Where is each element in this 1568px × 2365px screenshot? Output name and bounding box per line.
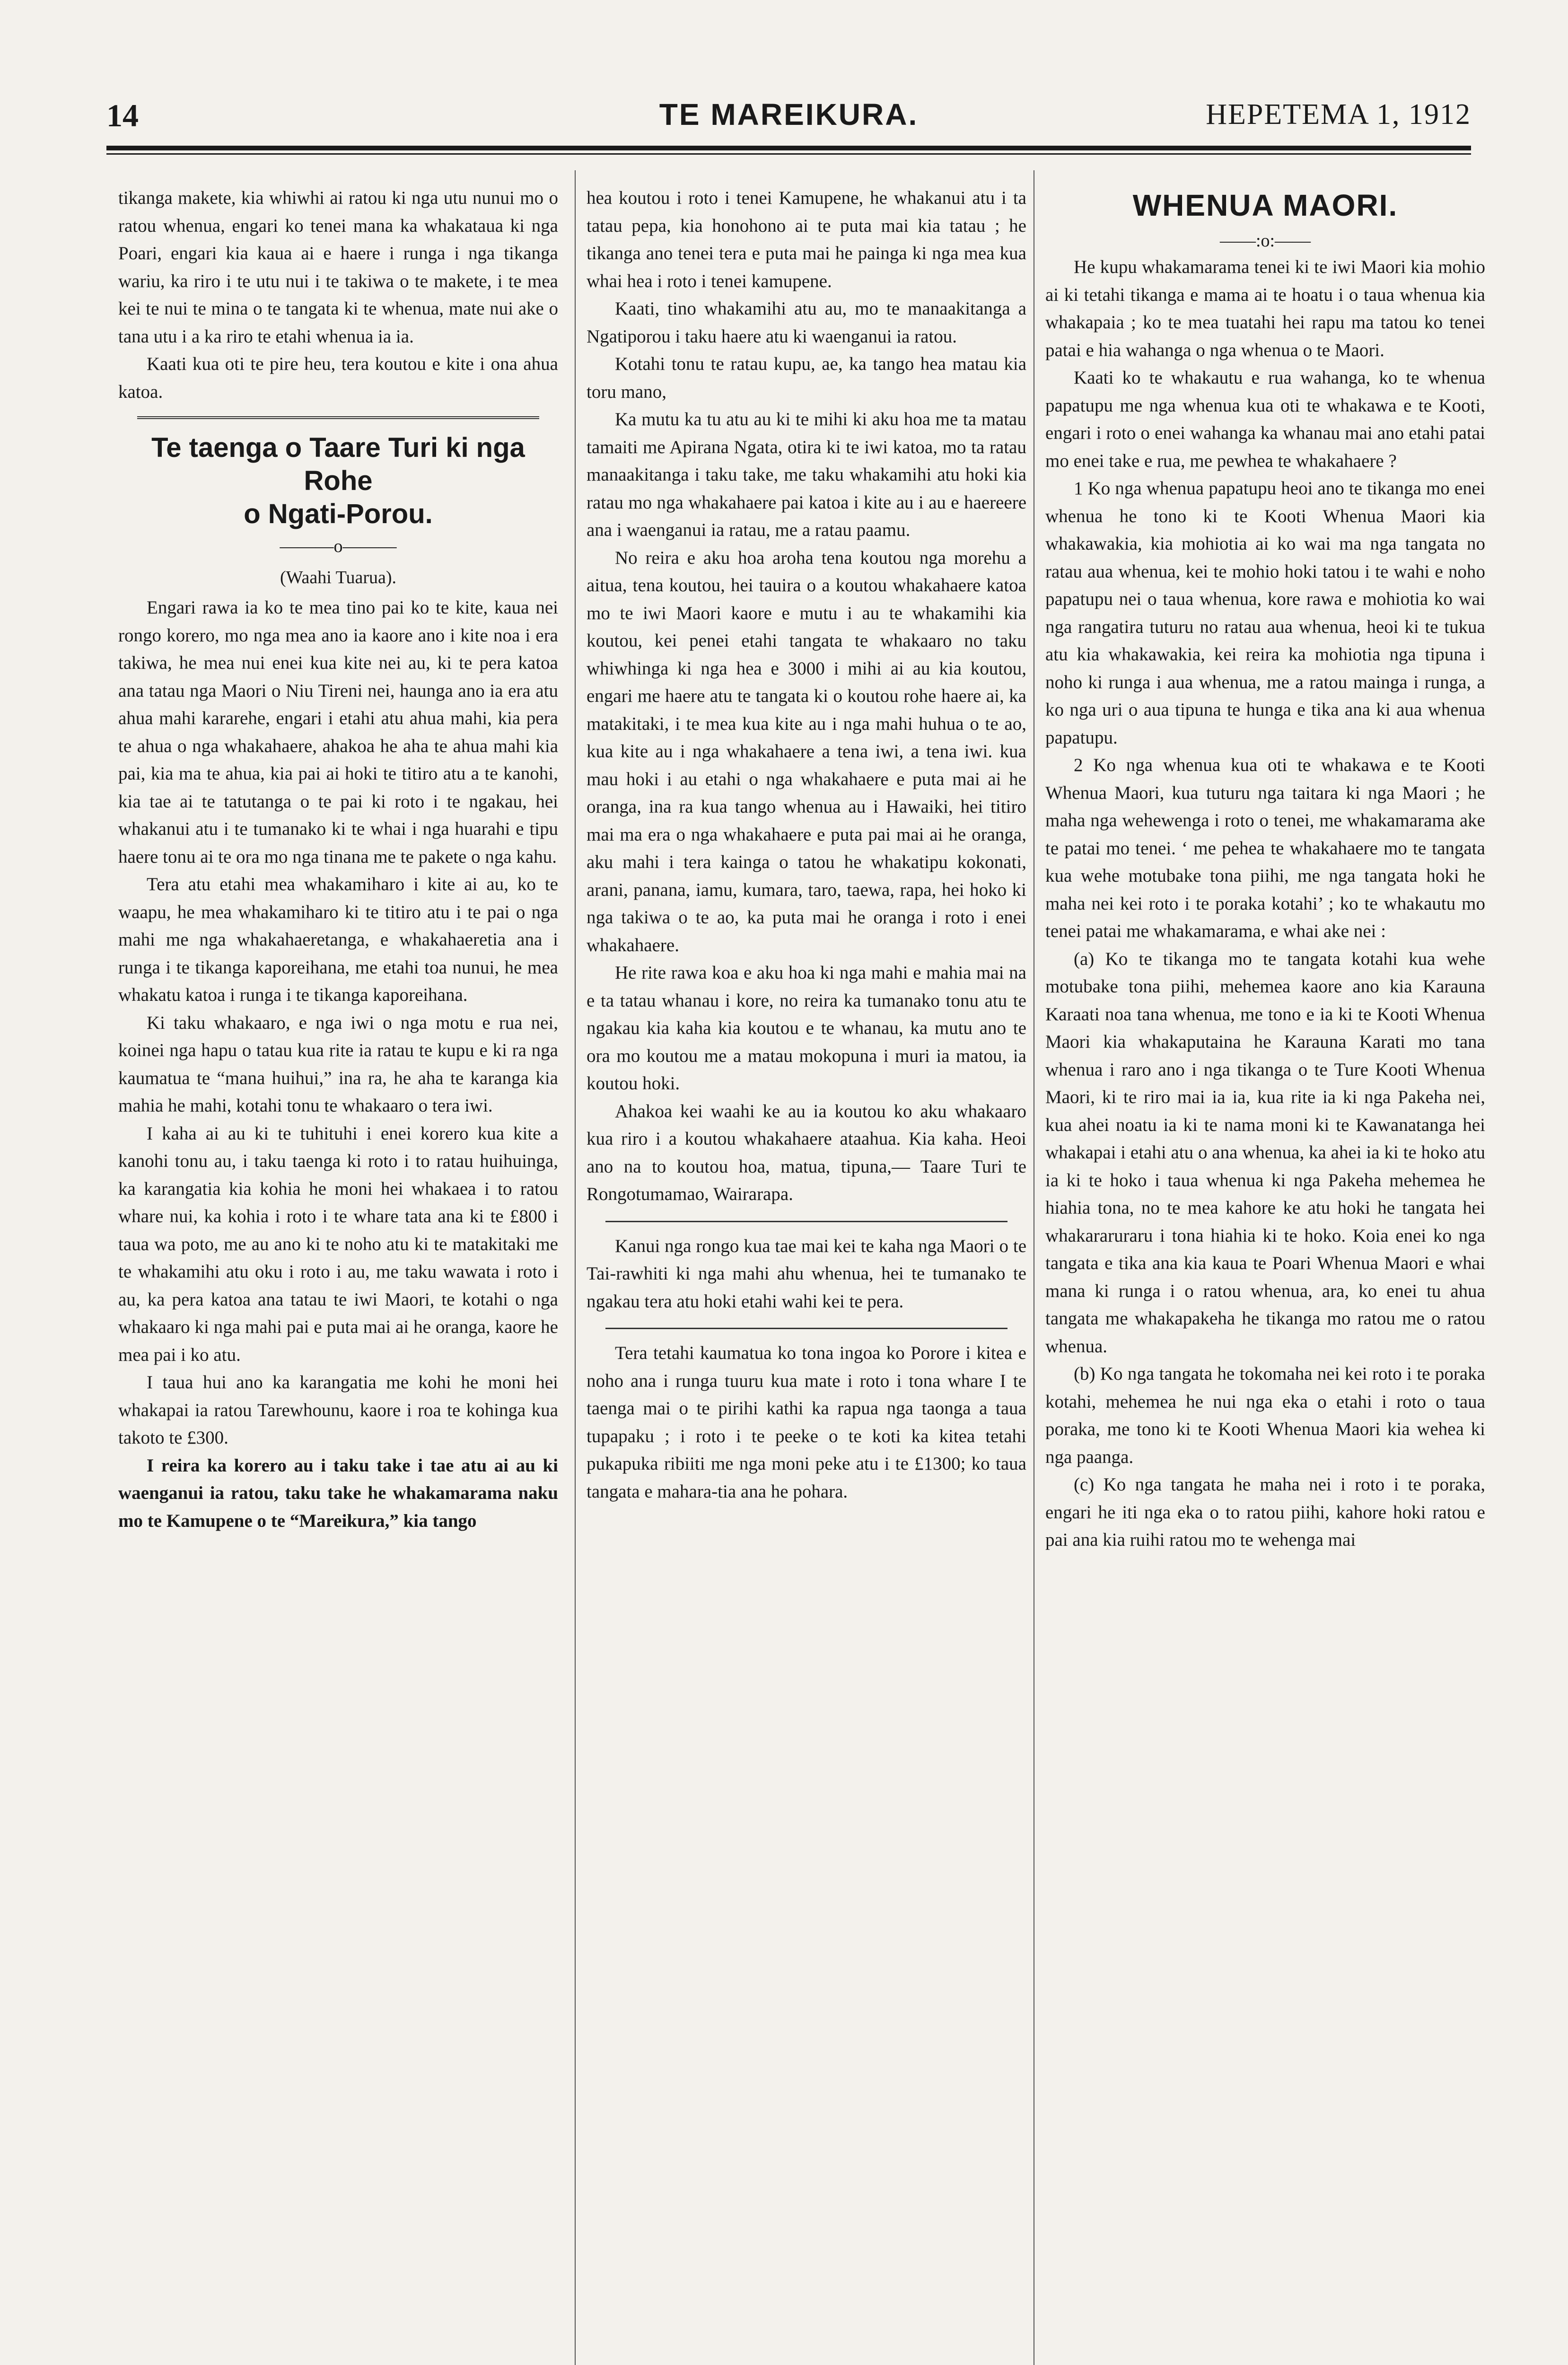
issue-date: HEPETEMA 1, 1912 xyxy=(1206,98,1471,131)
paragraph: Ki taku whakaaro, e nga iwi o nga motu e rua nei, koinei nga hapu o tatau kua rite ia ratau te kupu e ki ra nga kaumatua te “mana huihui,” ina ra, he aha te karanga kia mahia he mahi, kotahi tonu te whakaaro o tera iwi. xyxy=(118,1012,558,1116)
paragraph: Engari rawa ia ko te mea tino pai ko te kite, kaua nei rongo korero, mo nga mea ano ia kaore ano i kite noa i era takiwa, he mea nui enei kua kite nei au, ki te pera katoa ana tatau nga Maori o Niu Tireni nei, haunga ano ia era atu ahua mahi kararehe, engari i etahi atu ahua mahi, kia pera te ahua o nga whakahaere, ahakoa he aha te ahua mahi kia pai, kia ma te ahua, kia pai ai hoki te titiro atu a te kanohi, kia tae ai te tatutanga o te pai ki roto i te ngakau, hei whakanui atu i te tumanako ki te whai i nga huarahi e tipu haere tonu ai te ora mo nga tinana me te pakete o nga kahu. xyxy=(118,597,558,867)
paragraph: Kaati ko te whakautu e rua wahanga, ko te whenua papatupu me nga whenua kua oti te whakawa e te Kooti, engari i roto o enei wahanga ka whanau mai ano etahi patai mo enei take e rua, me pewhea te whakahaere ? xyxy=(1045,368,1485,471)
header-rule xyxy=(106,146,1471,150)
header-rule-thin xyxy=(106,153,1471,155)
article-title-line: o Ngati-Porou. xyxy=(244,499,433,529)
column-3 xyxy=(1045,184,1485,1554)
masthead-title: TE MAREIKURA. xyxy=(659,97,919,131)
paragraph: Tera tetahi kaumatua ko tona ingoa ko Porore i kitea e noho ana i runga tuuru kua mate i roto i tona whare I te taenga mai o te pirihi kathi ka rapua nga taonga a taua tupapaku ; i roto i te peeke o te koti ka kitea tetahi pukapuka ribiiti me nga moni peke atu i te £1300; ko taua tangata e mahara-tia ana he pohara. xyxy=(587,1343,1026,1502)
article-byline: (Waahi Tuarua). xyxy=(280,568,396,587)
paragraph: I reira ka korero au i taku take i tae atu ai au ki waenganui ia ratou, taku take he whakamarama naku mo te Kamupene o te “Mareikura,” kia tango xyxy=(118,1455,558,1531)
paragraph: He rite rawa koa e aku hoa ki nga mahi e mahia mai na e ta tatau whanau i kore, no reira ka tumanako tonu atu te ngakau kia kaha kia koutou e te whanau, ka mutu ano te ora mo koutou me a matau mokopuna i muri ia matou, ia koutou hoki. xyxy=(587,963,1026,1094)
column-divider xyxy=(575,170,576,2365)
paragraph: hea koutou i roto i tenei Kamupene, he whakanui atu i ta tatau pepa, kia honohono ai te puta mai kia tatau ; he tikanga ano tenei tera e puta mai he painga ki nga mea kua whai hea i roto i tenei kamupene. xyxy=(587,188,1026,291)
page-number: 14 xyxy=(106,97,139,133)
section-divider xyxy=(605,1221,1007,1222)
paragraph: Kaati, tino whakamihi atu au, mo te manaakitanga a Ngatiporou i taku haere atu ki waenganui ia ratou. xyxy=(587,298,1026,347)
paragraph: Kanui nga rongo kua tae mai kei te kaha nga Maori o te Tai-rawhiti ki nga mahi ahu whenua, hei te tumanako te ngakau tera atu hoki etahi wahi kei te pera. xyxy=(587,1235,1026,1312)
paragraph: tikanga makete, kia whiwhi ai ratou ki nga utu nunui mo o ratou whenua, engari ko tenei mana ka whakataua ki nga Poari, engari kia kaua ai e haere i runga i nga tikanga wariu, ka riro i te utu nui i te takiwa o te makete, i te mea kei te nui te mina o te tangata ki te whenua, mate nui ake o tana utu i a ka riro te etahi whenua ia ia. xyxy=(118,188,558,347)
article-title xyxy=(118,431,558,531)
paragraph: Kotahi tonu te ratau kupu, ae, ka tango hea matau kia toru mano, xyxy=(587,354,1026,402)
section-divider xyxy=(605,1328,1007,1329)
column-1 xyxy=(118,184,558,1535)
paragraph: (c) Ko nga tangata he maha nei i roto i te poraka, engari he iti nga eka o to ratou piihi, kahore hoki ratou e pai ana kia ruihi ratou mo te wehenga mai xyxy=(1045,1474,1485,1550)
paragraph: 2 Ko nga whenua kua oti te whakawa e te Kooti Whenua Maori, kua tuturu nga taitara ki nga Maori ; he maha nga wehewenga i roto o tenei, me whakamarama ake te patai mo tenei. ‘ me pehea te whakahaere mo te tangata kua wehe motubake tona piihi, me nga tangata hoki he maha nei kei roto i te poraka kotahi’ ; ko te whakautu mo tenei patai me whakamarama, e whai ake nei : xyxy=(1045,755,1485,941)
paragraph: He kupu whakamarama tenei ki te iwi Maori kia mohio ai ki tetahi tikanga e mama ai te hoatu i o taua whenua kia whakapaia ; ko te mea tuatahi hei rapu ma tatou ko tenei patai e hia wahanga o nga whenua o te Maori. xyxy=(1045,257,1485,360)
paragraph: I taua hui ano ka karangatia me kohi he moni hei whakapai ia ratou Tarewhounu, kaore i roa te kohinga kua takoto te £300. xyxy=(118,1372,558,1448)
paragraph: No reira e aku hoa aroha tena koutou nga morehu a aitua, tena koutou, hei tauira o a koutou whakahaere katoa mo te iwi Maori kaore e mutu i au te whakamihi kia koutou, kei penei etahi tangata te whakaaro no taku whiwhinga ki nga hea e 3000 i mihi ai au kia koutou, engari me haere atu te tangata ki o koutou rohe haere ai, ka matakitaki, i te mea kua kite au i nga mahi huhua o te ao, kua kite au i nga whakahaere a tena iwi, a tena iwi. kua mau hoki i au etahi o nga whakahaere e puta mai ai he oranga, ina ra kua tango whenua au i Hawaiki, hei titiro mai ma era o nga whakahaere e puta pai mai ai he oranga, aku mahi i tera kainga o tatou he whakatipu kokonati, arani, panana, iamu, kumara, taro, taewa, rapa, hei hoko ki nga takiwa o te ao, ka puta mai he oranga i roto i enei whakahaere. xyxy=(587,547,1026,955)
article-title: WHENUA MAORI. xyxy=(1132,188,1398,222)
paragraph: (b) Ko nga tangata he tokomaha nei kei roto i te poraka kotahi, mehemea he nui nga eka o etahi i roto o taua poraka, me tono ki te Kooti Whenua Maori kia wehea ki nga paanga. xyxy=(1045,1364,1485,1467)
paragraph: Tera atu etahi mea whakamiharo i kite ai au, ko te waapu, he mea whakamiharo ki te titiro atu i te pai o nga mahi me nga whakahaeretanga, e whakahaeretia ana i runga i te tikanga kaporeihana, me etahi toa nunui, he mea whakatu katoa i runga i te tikanga kaporeihana. xyxy=(118,874,558,1005)
article-title-line: Te taenga o Taare Turi ki nga Rohe xyxy=(151,432,525,496)
paragraph: Kaati kua oti te pire heu, tera koutou e kite i ona ahua katoa. xyxy=(118,354,558,402)
paragraph: Ka mutu ka tu atu au ki te mihi ki aku hoa me ta matau tamaiti me Apirana Ngata, otira ki te iwi katoa, mo ta ratau manaakitanga i taku take, me taku whakamihi atu hoki kia ratau mo nga whakahaere pai katoa i kite au i au e haereere ana i waenganui ia ratau, me a ratau paamu. xyxy=(587,409,1026,540)
paragraph: 1 Ko nga whenua papatupu heoi ano te tikanga mo enei whenua he tono ki te Kooti Whenua Maori kia whakawakia, kia mohiotia ai ko wai ma nga tangata no ratau aua whenua, kei te mohio hoki tatou i te wahi e noho papatupu nei o taua whenua, kore rawa e mohiotia ko wai nga rangatira tuturu no ratau aua whenua, heoi ki te tukua atu kia whakawakia, kei reira ka mohiotia nga tipuna i noho ki runga i aua whenua, me a ratou mainga i runga, a ko nga uri o aua tipuna te hunga e tika ana ki aua whenua papatupu. xyxy=(1045,478,1485,748)
ornament: ——:o:—— xyxy=(1219,231,1311,251)
column-2 xyxy=(587,184,1026,1506)
paragraph: I kaha ai au ki te tuhituhi i enei korero kua kite a kanohi tonu au, i taku taenga ki roto i to ratau huihuinga, ka karangatia kia kohia he moni hei whakaea i to ratou whare nui, ka kohia i roto i te whare tata ana ki te £800 i taua wa poto, me au ano ki te noho atu ki te matakitaki me te whakamihi atu oku i roto i au, me taku wawata i roto i au, ka pera katoa ana tatau te iwi Maori, te kotahi o nga whakaaro ki nga mahi pai e puta mai ai he oranga, kaore he mea pai i ko atu. xyxy=(118,1123,558,1365)
paragraph: Ahakoa kei waahi ke au ia koutou ko aku whakaaro kua riro i a koutou whakahaere ataahua. Kia kaha. Heoi ano na to koutou hoa, matua, tipuna,— Taare Turi te Rongotumamao, Wairarapa. xyxy=(587,1101,1026,1204)
paragraph: (a) Ko te tikanga mo te tangata kotahi kua wehe motubake tona piihi, mehemea kaore ano kia Karauna Karaati noa tana whenua, me tono e ia ki te Kooti Whenua Maori kia whakaputaina he Karauna Karati mo tana whenua i raro ano i nga tikanga o te Ture Kooti Whenua Maori, ki te riro mai ia ia, kua rite ia ki nga Pakeha nei, kua ahei noatu ia ki te nama moni ki te Kawanatanga hei whakapai i etahi atu o ana whenua, ka ahei ia ki te hoko atu ia ki te hoko i taua whenua ki nga Pakeha mehemea he hiahia tona, no te mea kahore ke atu hoki he tangata hei whakararuraru i tona hiahia ki te hoko. Koia enei ko nga tangata e tika ana kia kaua te Poari Whenua Maori e whai mana ki runga i o ratou whenua, ara, ko enei tu ahua tangata me whakapakeha he tikanga mo ratou me o ratou whenua. xyxy=(1045,948,1485,1357)
ornament: ———o——— xyxy=(280,536,397,556)
page-header xyxy=(106,97,1471,140)
section-divider xyxy=(137,416,539,419)
